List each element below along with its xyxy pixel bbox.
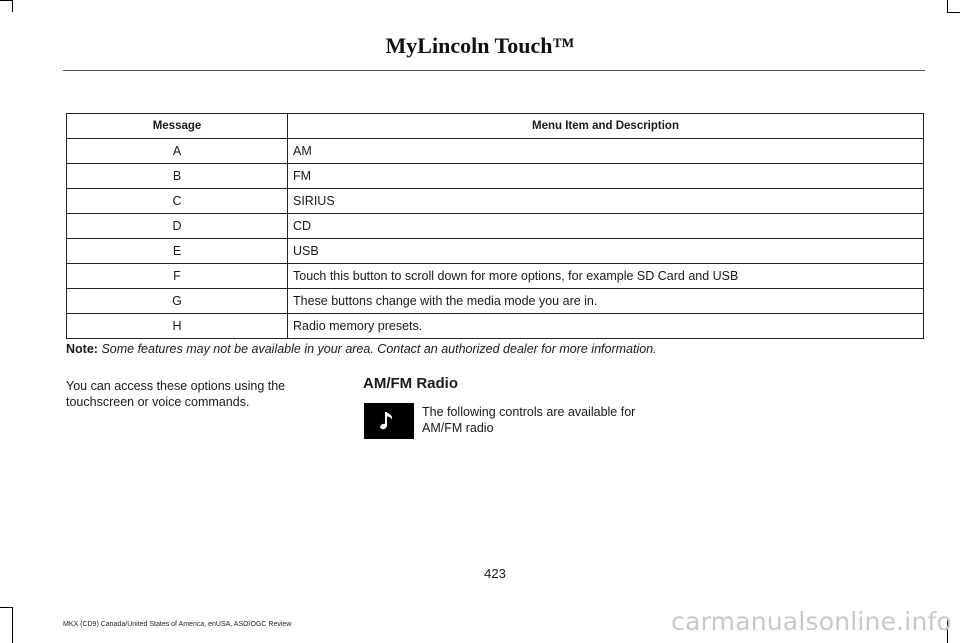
crop-mark xyxy=(12,0,13,12)
intro-paragraph: You can access these options using the touchscreen or voice commands. xyxy=(66,379,286,409)
message-cell: F xyxy=(67,264,288,289)
table-row xyxy=(67,139,924,164)
message-cell: B xyxy=(67,164,288,189)
document-info: MKX (CD9) Canada/United States of America, enUSA, ASO/OGC Review xyxy=(63,621,292,628)
menu-items-table xyxy=(66,113,924,339)
page-header-title: MyLincoln Touch™ xyxy=(385,33,575,58)
table-row xyxy=(67,264,924,289)
crop-mark xyxy=(0,607,12,608)
table-row xyxy=(67,214,924,239)
crop-mark xyxy=(12,607,13,643)
description-cell: SIRIUS xyxy=(288,189,924,214)
message-cell: G xyxy=(67,289,288,314)
section-heading: AM/FM Radio xyxy=(363,375,458,392)
crop-mark xyxy=(947,0,948,12)
description-cell: These buttons change with the media mode you are in. xyxy=(288,289,924,314)
message-cell: A xyxy=(67,139,288,164)
message-cell: H xyxy=(67,314,288,339)
music-note-icon xyxy=(364,403,414,439)
table-row xyxy=(67,239,924,264)
column-header-description: Menu Item and Description xyxy=(288,114,924,139)
description-cell: USB xyxy=(288,239,924,264)
description-cell: Radio memory presets. xyxy=(288,314,924,339)
note-label: Note: xyxy=(66,342,98,356)
column-header-message: Message xyxy=(67,114,288,139)
description-cell: AM xyxy=(288,139,924,164)
description-cell: Touch this button to scroll down for more options, for example SD Card and USB xyxy=(288,264,924,289)
crop-mark xyxy=(947,12,960,13)
watermark: carmanualsonline.info xyxy=(671,607,952,636)
crop-mark xyxy=(0,0,12,1)
table-row xyxy=(67,189,924,214)
message-cell: D xyxy=(67,214,288,239)
description-cell: FM xyxy=(288,164,924,189)
description-cell: CD xyxy=(288,214,924,239)
note xyxy=(66,342,657,356)
table-row xyxy=(67,289,924,314)
table-header-row xyxy=(67,114,924,139)
music-note-glyph xyxy=(376,408,402,434)
page-number: 423 xyxy=(484,566,506,581)
message-cell: C xyxy=(67,189,288,214)
header-divider xyxy=(63,70,925,71)
table-row xyxy=(67,314,924,339)
am-fm-description: The following controls are available for AM/FM radio xyxy=(422,405,636,435)
note-text: Some features may not be available in your area. Contact an authorized dealer for more information. xyxy=(101,342,657,356)
table-row xyxy=(67,164,924,189)
message-cell: E xyxy=(67,239,288,264)
